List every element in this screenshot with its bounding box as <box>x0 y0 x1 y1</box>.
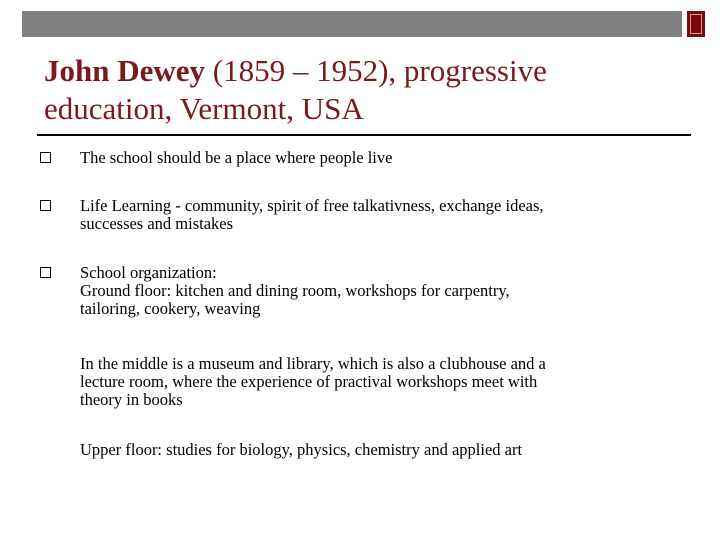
square-bullet-icon <box>40 152 51 163</box>
bullet-line: tailoring, cookery, weaving <box>80 299 261 318</box>
top-decorative-band <box>22 11 682 37</box>
bullet-line: The school should be a place where people live <box>80 148 393 167</box>
paragraph-line: In the middle is a museum and library, which is also a clubhouse and a <box>80 354 546 373</box>
bullet-text <box>80 197 680 233</box>
title-divider <box>37 134 691 136</box>
square-bullet-icon <box>40 200 51 211</box>
sub-paragraph <box>80 441 680 459</box>
bullet-text <box>80 264 680 318</box>
title-rest: (1859 – 1952), progressive education, Vermont, USA <box>44 53 547 126</box>
square-bullet-icon <box>40 267 51 278</box>
bullet-text <box>80 149 680 167</box>
corner-square-inner-frame <box>690 14 702 34</box>
bullet-line: School organization: <box>80 263 217 282</box>
bullet-line: successes and mistakes <box>80 214 234 233</box>
slide-title <box>44 52 664 128</box>
paragraph-line: Upper floor: studies for biology, physics, chemistry and applied art <box>80 440 523 459</box>
paragraph-line: lecture room, where the experience of practival workshops meet with <box>80 372 538 391</box>
corner-decorative-square <box>687 11 705 37</box>
bullet-line: Ground floor: kitchen and dining room, workshops for carpentry, <box>80 281 510 300</box>
title-name: John Dewey <box>44 53 206 88</box>
bullet-line: Life Learning - community, spirit of free talkativness, exchange ideas, <box>80 196 544 215</box>
sub-paragraph <box>80 355 680 409</box>
paragraph-line: theory in books <box>80 390 183 409</box>
